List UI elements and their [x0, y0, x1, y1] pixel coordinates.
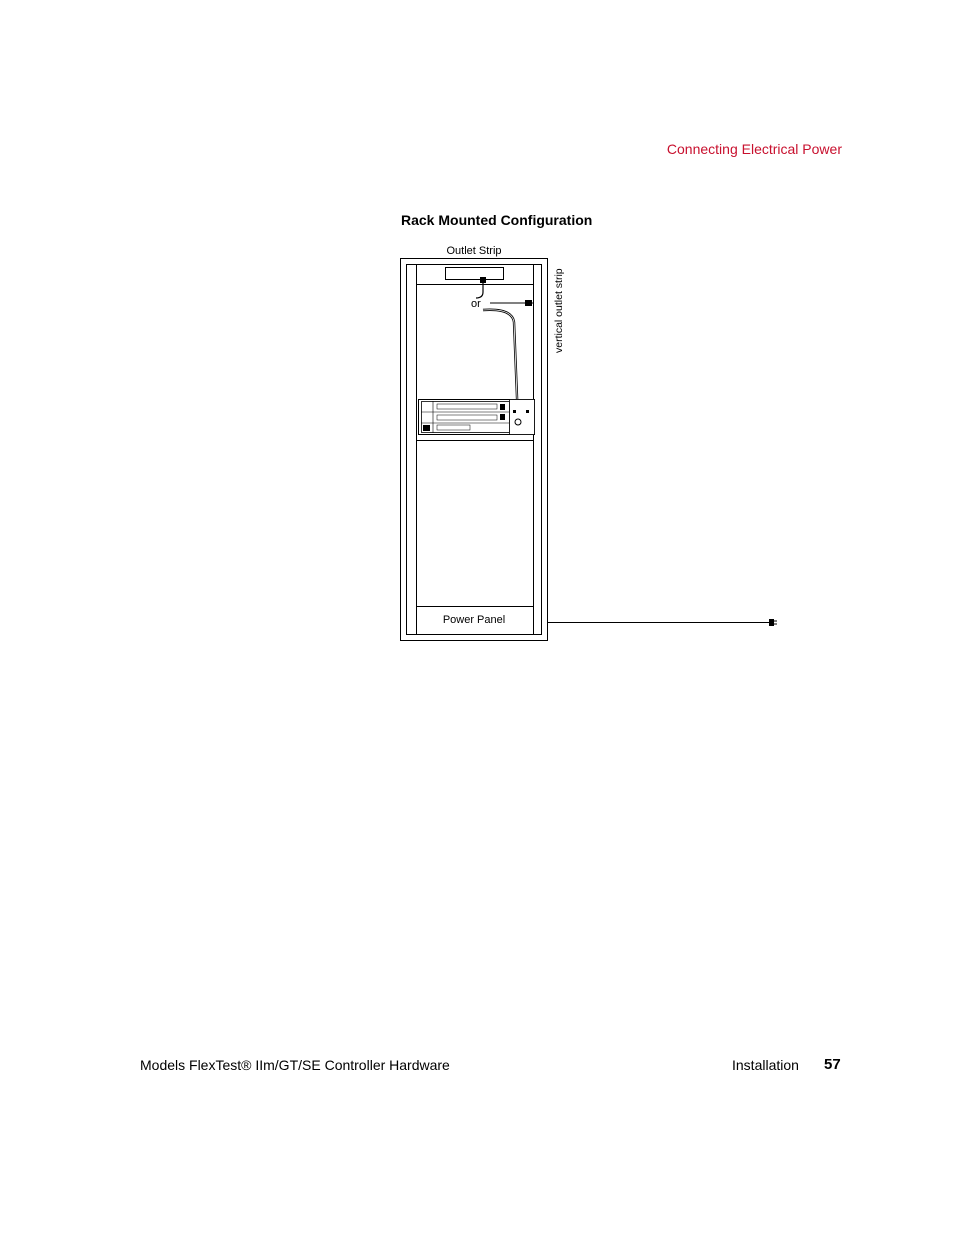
figure-title: Rack Mounted Configuration — [401, 212, 593, 228]
rack-outer-frame — [401, 259, 548, 641]
page-number: 57 — [824, 1056, 841, 1073]
vertical-outlet-strip-label: vertical outlet strip — [553, 268, 565, 353]
outlet-strip — [446, 268, 504, 280]
footer-document-title: Models FlexTest® IIm/GT/SE Controller Hardware — [140, 1057, 450, 1073]
outlet-strip-label: Outlet Strip — [446, 245, 502, 257]
or-label: or — [471, 298, 481, 310]
vertical-outlet-plug — [525, 300, 532, 306]
footer-section: Installation — [732, 1057, 799, 1073]
wall-plug — [769, 619, 774, 626]
outlet-plug — [480, 277, 486, 283]
rack-diagram — [390, 240, 790, 650]
power-panel-label: Power Panel — [442, 614, 506, 626]
controller-chassis — [419, 400, 535, 435]
running-head: Connecting Electrical Power — [666, 141, 842, 157]
power-cord-top — [476, 283, 483, 298]
rack-inner-frame — [407, 265, 542, 635]
